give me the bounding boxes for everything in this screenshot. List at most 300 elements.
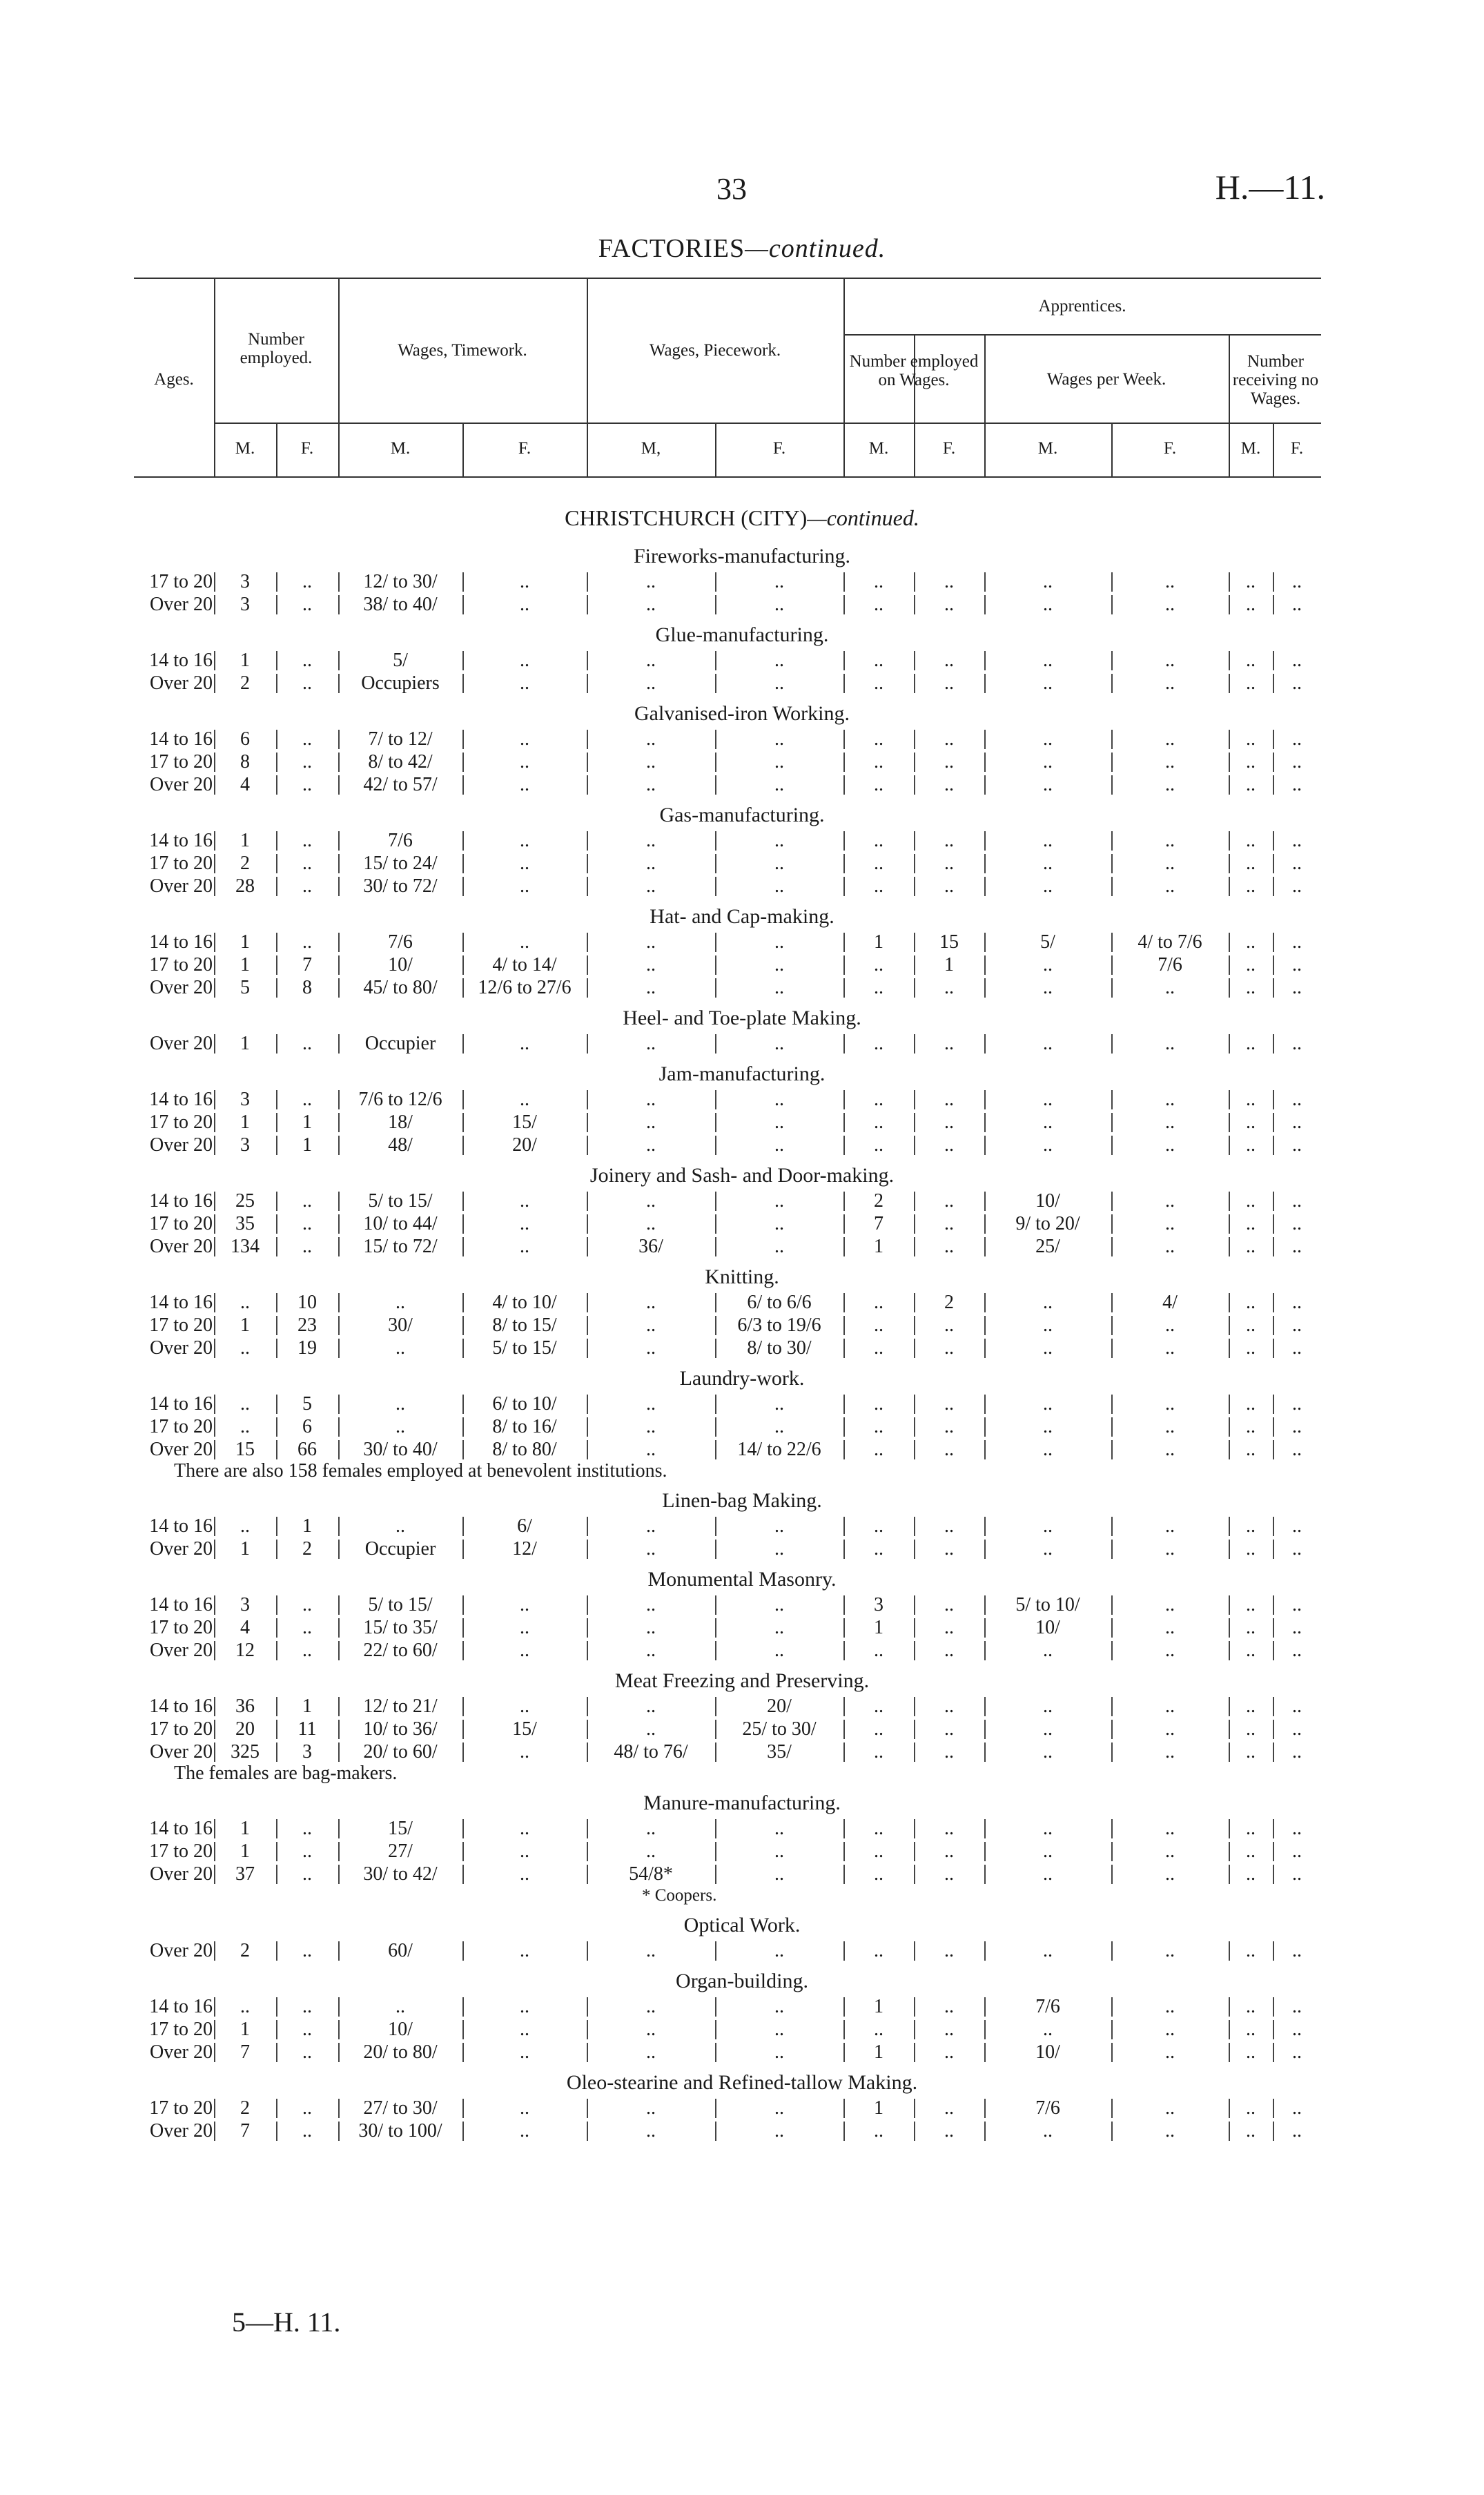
cell-f-piecework: .. (774, 1111, 784, 1133)
cell-m-timework: Occupier (364, 1033, 436, 1054)
cell-m-no-wages: .. (1246, 774, 1256, 795)
cell-f-timework: .. (520, 1594, 529, 1615)
cell-m-appr-wages: .. (1043, 954, 1053, 975)
cell-f-appr-employed: .. (944, 2097, 954, 2119)
cell-f-appr-employed: 1 (944, 954, 954, 975)
cell-f-appr-wages: .. (1165, 1190, 1175, 1212)
industry-heading: Manure-manufacturing. (643, 1792, 841, 1814)
cell-m-appr-wages: .. (1043, 650, 1053, 671)
cell-m-appr-employed: 1 (874, 1996, 883, 2017)
cell-f-no-wages: .. (1292, 672, 1302, 694)
city-name: CHRISTCHURCH (CITY) (565, 505, 808, 530)
cell-f-no-wages: .. (1292, 1134, 1302, 1156)
cell-m-employed: 8 (240, 751, 250, 773)
cell-f-timework: .. (520, 1818, 529, 1839)
cell-m-employed: 2 (240, 2097, 250, 2119)
cell-m-no-wages: .. (1246, 1416, 1256, 1437)
cell-f-employed: .. (302, 853, 312, 874)
cell-f-timework: .. (520, 931, 529, 953)
cell-m-piecework: .. (646, 1640, 656, 1661)
cell-f-timework: .. (520, 2120, 529, 2142)
cell-m-appr-wages: .. (1043, 728, 1053, 750)
cell-f-piecework: .. (774, 1190, 784, 1212)
cell-m-timework: 30/ to 42/ (363, 1863, 438, 1885)
cell-m-piecework: .. (646, 1617, 656, 1638)
cell-m-appr-employed: .. (874, 1741, 883, 1763)
table-row (0, 2119, 1484, 2142)
table-row (0, 1537, 1484, 1560)
cell-m-employed: 325 (231, 1741, 260, 1763)
table-body (0, 537, 1484, 2142)
cell-f-appr-employed: .. (944, 2041, 954, 2063)
cell-m-appr-wages: .. (1043, 1538, 1053, 1560)
cell-f-appr-employed: .. (944, 728, 954, 750)
cell-f-timework: .. (520, 1033, 529, 1054)
cell-m-no-wages: .. (1246, 875, 1256, 897)
cell-f-appr-wages: .. (1165, 672, 1175, 694)
cell-m-appr-employed: .. (874, 672, 883, 694)
table-row (0, 1639, 1484, 1662)
cell-m-appr-employed: 1 (874, 2097, 883, 2119)
cell-m-no-wages: .. (1246, 1696, 1256, 1717)
industry-heading: Heel- and Toe-plate Making. (623, 1007, 861, 1029)
cell-f-piecework: .. (774, 751, 784, 773)
cell-m-appr-wages: .. (1043, 1718, 1053, 1740)
cell-m-appr-employed: .. (874, 650, 883, 671)
table-row (0, 852, 1484, 875)
header-m-piecework: M, (641, 439, 661, 458)
age-cell: 14 to 16 (149, 1089, 213, 1110)
cell-f-appr-wages: .. (1165, 1538, 1175, 1560)
industry-heading: Glue-manufacturing. (655, 623, 829, 646)
cell-m-no-wages: .. (1246, 1996, 1256, 2017)
cell-f-appr-employed: .. (944, 1337, 954, 1359)
cell-f-timework: 8/ to 15/ (492, 1314, 557, 1336)
cell-f-appr-employed: .. (944, 1515, 954, 1537)
cell-m-appr-wages: .. (1043, 2120, 1053, 2142)
cell-f-employed: .. (302, 830, 312, 851)
cell-f-timework: .. (520, 751, 529, 773)
cell-m-employed: 37 (235, 1863, 255, 1885)
cell-m-timework: 48/ (388, 1134, 413, 1156)
cell-m-piecework: .. (646, 1996, 656, 2017)
cell-f-appr-employed: .. (944, 1996, 954, 2017)
cell-m-no-wages: .. (1246, 1089, 1256, 1110)
cell-f-appr-wages: .. (1165, 1134, 1175, 1156)
age-cell: Over 20 (150, 1640, 213, 1661)
cell-m-appr-employed: .. (874, 875, 883, 897)
cell-m-no-wages: .. (1246, 751, 1256, 773)
cell-f-piecework: .. (774, 1515, 784, 1537)
table-row (0, 1235, 1484, 1258)
cell-m-piecework: .. (646, 571, 656, 592)
cell-f-appr-employed: 2 (944, 1292, 954, 1313)
cell-f-no-wages: .. (1292, 650, 1302, 671)
cell-f-piecework: 6/3 to 19/6 (737, 1314, 821, 1336)
cell-f-appr-employed: .. (944, 1111, 954, 1133)
cell-m-appr-employed: .. (874, 1538, 883, 1560)
cell-m-piecework: .. (646, 1337, 656, 1359)
cell-f-appr-employed: .. (944, 1818, 954, 1839)
cell-f-appr-wages: .. (1165, 2120, 1175, 2142)
age-cell: 17 to 20 (149, 1841, 213, 1862)
cell-f-piecework: .. (774, 1863, 784, 1885)
cell-m-appr-employed: .. (874, 1940, 883, 1961)
cell-f-no-wages: .. (1292, 1640, 1302, 1661)
header-f-appr-employed: F. (942, 439, 956, 458)
cell-f-appr-employed: .. (944, 2120, 954, 2142)
cell-f-piecework: .. (774, 728, 784, 750)
cell-m-appr-employed: .. (874, 1089, 883, 1110)
cell-f-piecework: .. (774, 2019, 784, 2040)
cell-f-appr-employed: .. (944, 1718, 954, 1740)
cell-f-piecework: .. (774, 1089, 784, 1110)
cell-f-employed: .. (302, 774, 312, 795)
cell-f-piecework: .. (774, 594, 784, 615)
cell-m-no-wages: .. (1246, 1841, 1256, 1862)
cell-m-timework: 30/ to 40/ (363, 1439, 438, 1460)
cell-f-piecework: .. (774, 954, 784, 975)
cell-m-no-wages: .. (1246, 954, 1256, 975)
cell-m-no-wages: .. (1246, 1337, 1256, 1359)
cell-f-piecework: .. (774, 2120, 784, 2142)
table-row (0, 1392, 1484, 1415)
age-cell: 14 to 16 (149, 931, 213, 953)
cell-m-appr-employed: .. (874, 1718, 883, 1740)
cell-f-appr-wages: .. (1165, 751, 1175, 773)
cell-m-appr-wages: .. (1043, 1292, 1053, 1313)
age-cell: Over 20 (150, 875, 213, 897)
cell-m-piecework: .. (646, 1089, 656, 1110)
cell-f-timework: 8/ to 16/ (492, 1416, 557, 1437)
cell-m-employed: 2 (240, 853, 250, 874)
age-cell: 17 to 20 (149, 954, 213, 975)
table-row (0, 1337, 1484, 1359)
age-cell: 17 to 20 (149, 1213, 213, 1234)
cell-m-employed: .. (240, 1416, 250, 1437)
cell-m-timework: Occupier (364, 1538, 436, 1560)
cell-m-piecework: .. (646, 594, 656, 615)
age-cell: 14 to 16 (149, 1292, 213, 1313)
cell-m-no-wages: .. (1246, 1741, 1256, 1763)
cell-m-timework: 10/ (388, 2019, 413, 2040)
cell-m-appr-employed: 2 (874, 1190, 883, 1212)
cell-m-piecework: .. (646, 1841, 656, 1862)
cell-f-employed: .. (302, 1940, 312, 1961)
cell-f-appr-wages: .. (1165, 650, 1175, 671)
cell-m-timework: 30/ (388, 1314, 413, 1336)
age-cell: Over 20 (150, 1940, 213, 1961)
cell-f-appr-employed: .. (944, 1190, 954, 1212)
footer-signature: 5—H. 11. (232, 2307, 341, 2338)
cell-m-timework: 8/ to 42/ (368, 751, 433, 773)
cell-m-employed: 1 (240, 1818, 250, 1839)
header-appr-no-wages: Number receiving no Wages. (1232, 352, 1319, 408)
cell-m-no-wages: .. (1246, 1213, 1256, 1234)
cell-f-no-wages: .. (1292, 954, 1302, 975)
cell-m-no-wages: .. (1246, 1393, 1256, 1415)
cell-m-appr-employed: 1 (874, 2041, 883, 2063)
cell-f-no-wages: .. (1292, 1439, 1302, 1460)
cell-m-employed: 25 (235, 1190, 255, 1212)
cell-f-timework: .. (520, 672, 529, 694)
cell-m-appr-wages: .. (1043, 1515, 1053, 1537)
age-cell: Over 20 (150, 1538, 213, 1560)
cell-m-timework: 7/6 (388, 931, 413, 953)
age-cell: 14 to 16 (149, 728, 213, 750)
age-cell: Over 20 (150, 594, 213, 615)
table-row (0, 672, 1484, 695)
cell-m-no-wages: .. (1246, 728, 1256, 750)
cell-f-appr-employed: .. (944, 1940, 954, 1961)
cell-f-no-wages: .. (1292, 1863, 1302, 1885)
industry-heading: Optical Work. (683, 1914, 801, 1936)
cell-f-employed: 11 (297, 1718, 317, 1740)
cell-f-appr-wages: .. (1165, 1089, 1175, 1110)
age-cell: 17 to 20 (149, 1617, 213, 1638)
cell-f-employed: 1 (302, 1515, 312, 1537)
table-row (0, 1111, 1484, 1134)
cell-f-appr-wages: .. (1165, 1213, 1175, 1234)
cell-f-no-wages: .. (1292, 1538, 1302, 1560)
cell-m-no-wages: .. (1246, 1111, 1256, 1133)
cell-m-timework: 30/ to 72/ (363, 875, 438, 897)
cell-f-appr-wages: .. (1165, 1439, 1175, 1460)
cell-m-appr-employed: .. (874, 1841, 883, 1862)
cell-m-timework: .. (396, 1292, 405, 1313)
cell-f-appr-wages: 4/ to 7/6 (1138, 931, 1202, 953)
table-row (0, 1190, 1484, 1212)
cell-f-employed: .. (302, 1236, 312, 1257)
cell-f-employed: .. (302, 672, 312, 694)
cell-f-no-wages: .. (1292, 1033, 1302, 1054)
cell-m-appr-wages: .. (1043, 977, 1053, 998)
header-f-appr-wages: F. (1163, 439, 1177, 458)
cell-m-no-wages: .. (1246, 571, 1256, 592)
cell-m-no-wages: .. (1246, 2019, 1256, 2040)
cell-m-timework: 15/ to 24/ (363, 853, 438, 874)
cell-f-timework: .. (520, 1213, 529, 1234)
cell-m-appr-wages: 7/6 (1035, 2097, 1060, 2119)
cell-f-appr-employed: .. (944, 1213, 954, 1234)
table-row (0, 1291, 1484, 1314)
cell-m-no-wages: .. (1246, 1292, 1256, 1313)
cell-m-employed: 1 (240, 954, 250, 975)
cell-m-appr-wages: .. (1043, 1741, 1053, 1763)
cell-m-piecework: .. (646, 650, 656, 671)
cell-m-timework: 27/ (388, 1841, 413, 1862)
cell-f-appr-wages: .. (1165, 1718, 1175, 1740)
cell-f-no-wages: .. (1292, 1818, 1302, 1839)
age-cell: 17 to 20 (149, 1718, 213, 1740)
cell-m-employed: 1 (240, 2019, 250, 2040)
header-apprentices: Apprentices. (1038, 297, 1126, 315)
cell-f-piecework: .. (774, 1538, 784, 1560)
cell-f-no-wages: .. (1292, 1190, 1302, 1212)
header-top-rule (134, 278, 1321, 279)
cell-m-employed: 2 (240, 672, 250, 694)
cell-f-appr-wages: .. (1165, 1617, 1175, 1638)
cell-m-employed: 36 (235, 1696, 255, 1717)
cell-f-appr-employed: .. (944, 1696, 954, 1717)
cell-m-appr-employed: .. (874, 1416, 883, 1437)
cell-f-piecework: 20/ (767, 1696, 792, 1717)
cell-m-appr-employed: .. (874, 571, 883, 592)
cell-m-appr-wages: .. (1043, 672, 1053, 694)
cell-f-timework: 4/ to 14/ (492, 954, 557, 975)
age-cell: Over 20 (150, 2120, 213, 2142)
age-cell: Over 20 (150, 1134, 213, 1156)
city-heading (0, 505, 1484, 531)
table-row (0, 953, 1484, 976)
cell-m-appr-wages: .. (1043, 774, 1053, 795)
cell-m-no-wages: .. (1246, 1033, 1256, 1054)
table-row (0, 976, 1484, 999)
cell-f-timework: .. (520, 2097, 529, 2119)
cell-f-no-wages: .. (1292, 1089, 1302, 1110)
cell-f-appr-wages: .. (1165, 875, 1175, 897)
cell-m-appr-wages: .. (1043, 1033, 1053, 1054)
cell-f-no-wages: .. (1292, 2019, 1302, 2040)
industry-note: The females are bag-makers. (174, 1763, 398, 1784)
cell-f-no-wages: .. (1292, 1213, 1302, 1234)
cell-m-no-wages: .. (1246, 1863, 1256, 1885)
cell-f-employed: .. (302, 650, 312, 671)
cell-m-appr-wages: 10/ (1035, 1190, 1060, 1212)
industry-heading: Oleo-stearine and Refined-tallow Making. (566, 2071, 918, 2094)
cell-m-appr-wages: 10/ (1035, 2041, 1060, 2063)
cell-m-employed: 4 (240, 774, 250, 795)
cell-f-piecework: 14/ to 22/6 (737, 1439, 821, 1460)
cell-f-employed: .. (302, 875, 312, 897)
cell-f-no-wages: .. (1292, 1111, 1302, 1133)
cell-f-appr-employed: .. (944, 1538, 954, 1560)
age-cell: 17 to 20 (149, 1416, 213, 1437)
cell-m-piecework: .. (646, 1033, 656, 1054)
cell-m-timework: 12/ to 21/ (363, 1696, 438, 1717)
age-cell: Over 20 (150, 1863, 213, 1885)
cell-f-appr-wages: .. (1165, 1111, 1175, 1133)
cell-f-piecework: 8/ to 30/ (747, 1337, 812, 1359)
cell-m-employed: 1 (240, 931, 250, 953)
cell-m-appr-employed: .. (874, 774, 883, 795)
cell-m-no-wages: .. (1246, 2097, 1256, 2119)
cell-f-no-wages: .. (1292, 1416, 1302, 1437)
cell-f-no-wages: .. (1292, 1393, 1302, 1415)
cell-m-piecework: .. (646, 774, 656, 795)
cell-m-timework: 20/ to 80/ (363, 2041, 438, 2063)
cell-f-timework: .. (520, 1190, 529, 1212)
cell-m-employed: 3 (240, 1594, 250, 1615)
cell-f-employed: .. (302, 1818, 312, 1839)
cell-f-timework: 20/ (512, 1134, 537, 1156)
cell-f-timework: 12/6 to 27/6 (478, 977, 572, 998)
industry-heading: Gas-manufacturing. (659, 804, 825, 826)
cell-m-employed: 7 (240, 2120, 250, 2142)
cell-f-piecework: .. (774, 1393, 784, 1415)
cell-f-timework: .. (520, 1940, 529, 1961)
cell-f-timework: 5/ to 15/ (492, 1337, 557, 1359)
cell-f-timework: .. (520, 571, 529, 592)
table-row (0, 1088, 1484, 1111)
cell-f-appr-employed: .. (944, 1841, 954, 1862)
cell-f-timework: .. (520, 1863, 529, 1885)
cell-f-employed: .. (302, 1863, 312, 1885)
cell-m-appr-wages: .. (1043, 853, 1053, 874)
cell-m-employed: .. (240, 1515, 250, 1537)
cell-m-no-wages: .. (1246, 830, 1256, 851)
cell-f-employed: 1 (302, 1111, 312, 1133)
page-number: 33 (716, 172, 747, 206)
cell-m-piecework: .. (646, 1292, 656, 1313)
cell-f-timework: .. (520, 1617, 529, 1638)
cell-f-no-wages: .. (1292, 751, 1302, 773)
cell-m-employed: 6 (240, 728, 250, 750)
cell-f-timework: .. (520, 1089, 529, 1110)
cell-f-appr-wages: .. (1165, 1314, 1175, 1336)
section-title (0, 233, 1484, 264)
cell-m-timework: 15/ to 35/ (363, 1617, 438, 1638)
cell-m-timework: .. (396, 1393, 405, 1415)
cell-m-employed: 1 (240, 1033, 250, 1054)
cell-f-no-wages: .. (1292, 2041, 1302, 2063)
cell-m-timework: 22/ to 60/ (363, 1640, 438, 1661)
cell-f-employed: .. (302, 1190, 312, 1212)
cell-m-piecework: .. (646, 672, 656, 694)
cell-f-no-wages: .. (1292, 571, 1302, 592)
age-cell: Over 20 (150, 2041, 213, 2063)
cell-f-appr-wages: .. (1165, 774, 1175, 795)
cell-m-employed: 4 (240, 1617, 250, 1638)
cell-f-piecework: .. (774, 1213, 784, 1234)
industry-heading: Monumental Masonry. (647, 1568, 837, 1591)
cell-m-appr-employed: .. (874, 1292, 883, 1313)
cell-f-timework: 15/ (512, 1111, 537, 1133)
cell-m-appr-employed: .. (874, 1134, 883, 1156)
cell-f-no-wages: .. (1292, 1314, 1302, 1336)
cell-f-piecework: .. (774, 2041, 784, 2063)
cell-f-appr-employed: .. (944, 2019, 954, 2040)
cell-f-appr-employed: .. (944, 1594, 954, 1615)
cell-m-no-wages: .. (1246, 1190, 1256, 1212)
cell-m-appr-wages: .. (1043, 1940, 1053, 1961)
cell-m-piecework: .. (646, 1538, 656, 1560)
cell-m-employed: 12 (235, 1640, 255, 1661)
cell-m-employed: .. (240, 1337, 250, 1359)
age-cell: 17 to 20 (149, 853, 213, 874)
cell-f-appr-wages: .. (1165, 1696, 1175, 1717)
cell-f-employed: 19 (297, 1337, 317, 1359)
age-cell: 17 to 20 (149, 2019, 213, 2040)
cell-f-appr-employed: .. (944, 1134, 954, 1156)
cell-f-employed: 2 (302, 1538, 312, 1560)
cell-f-no-wages: .. (1292, 1617, 1302, 1638)
cell-m-employed: 1 (240, 1111, 250, 1133)
cell-f-appr-wages: .. (1165, 830, 1175, 851)
cell-m-appr-wages: .. (1043, 1416, 1053, 1437)
cell-f-appr-wages: .. (1165, 728, 1175, 750)
cell-f-timework: .. (520, 875, 529, 897)
cell-m-appr-wages: .. (1043, 1640, 1053, 1661)
cell-m-timework: 30/ to 100/ (358, 2120, 442, 2142)
cell-m-no-wages: .. (1246, 977, 1256, 998)
cell-f-timework: 15/ (512, 1718, 537, 1740)
cell-f-no-wages: .. (1292, 1236, 1302, 1257)
age-cell: Over 20 (150, 1337, 213, 1359)
cell-m-no-wages: .. (1246, 1236, 1256, 1257)
cell-m-appr-wages: .. (1043, 1841, 1053, 1862)
cell-f-appr-employed: .. (944, 1617, 954, 1638)
